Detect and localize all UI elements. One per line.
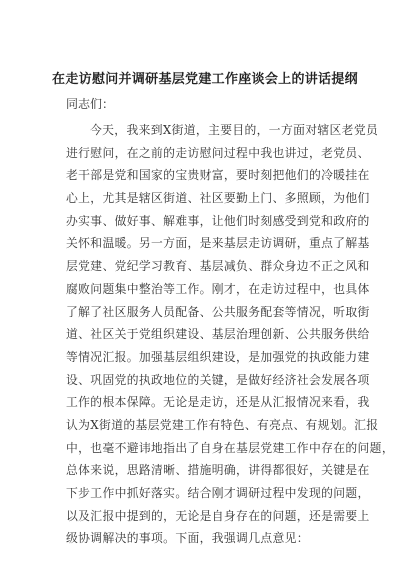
body-line: 道、社区关于党组织建设、基层治理创新、公共服务供给: [66, 327, 370, 342]
body-line: 今天，我来到X街道，主要目的，一方面对辖区老党员: [90, 123, 379, 137]
body-line: 下步工作中抓好落实。结合刚才调研过程中发现的问题，: [66, 486, 370, 500]
body-line: 等情况汇报。加强基层组织建设，是加强党的执政能力建: [66, 349, 370, 364]
body-line: 认为X街道的基层党建工作有特色、有亮点、有规划。汇报: [66, 417, 379, 432]
body-line: 总体来说，思路清晰、措施明确，讲得都很好，关键是在: [66, 463, 370, 478]
body-line: 中，也毫不避讳地指出了自身在基层党建工作中存在的问题，: [66, 440, 394, 455]
salutation: 同志们：: [66, 97, 115, 111]
body-line: 了解了社区服务人员配备、公共服务配套等情况，听取街: [66, 304, 370, 319]
body-line: 关怀和温暖。另一方面，是来基层走访调研，重点了解基: [66, 236, 370, 251]
body-line: 老干部是党和国家的宝贵财富，要时刻把他们的冷暖挂在: [66, 168, 370, 183]
body-line: 工作的根本保障。无论是走访，还是从汇报情况来看，我: [66, 395, 370, 410]
body-paragraph: [66, 119, 394, 550]
body-line: 进行慰问，在之前的走访慰问过程中我也讲过，老党员、: [66, 145, 370, 160]
body-line: 级协调解决的事项。下面，我强调几点意见：: [66, 531, 309, 546]
body-line: 心上，尤其是辖区街道、社区要勤上门、多照顾，为他们: [66, 191, 370, 206]
body-line: 层党建、党纪学习教育、基层减负、群众身边不正之风和: [66, 259, 370, 274]
body-line: 腐败问题集中整治等工作。刚才，在走访过程中，也具体: [66, 281, 370, 296]
body-line: 办实事、做好事、解难事，让他们时刻感受到党和政府的: [66, 213, 370, 228]
document-title: 在走访慰问并调研基层党建工作座谈会上的讲话提纲: [52, 72, 358, 87]
body-line: 设、巩固党的执政地位的关键，是做好经济社会发展各项: [66, 372, 370, 387]
body-line: 以及汇报中提到的，无论是自身存在的问题，还是需要上: [66, 508, 370, 523]
